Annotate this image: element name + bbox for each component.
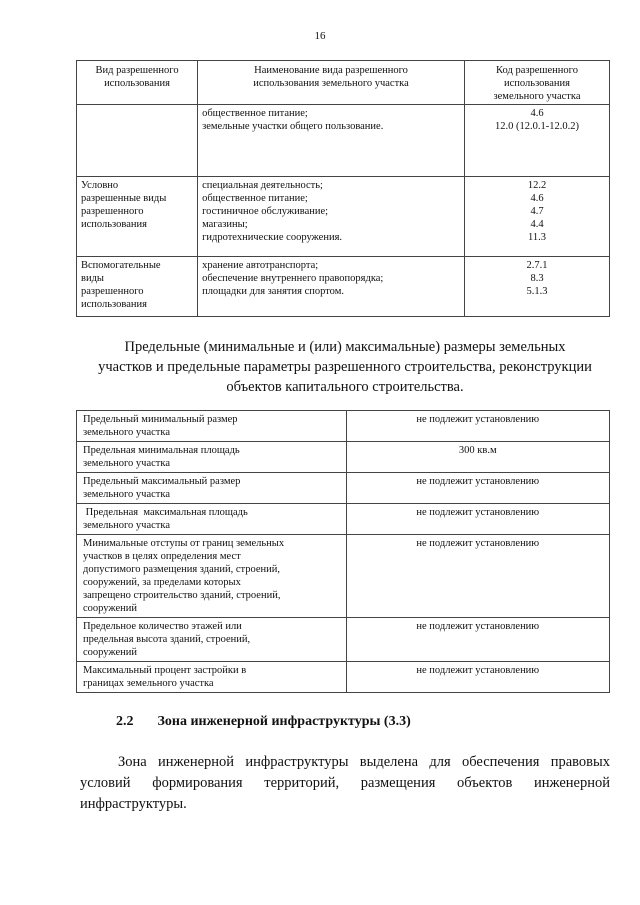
use-code: 4.6 [530,108,544,119]
use-name: площадки для занятия спортом. [202,286,344,297]
parameters-heading [80,337,610,397]
param-name-cell [77,473,347,504]
param-line: земельного участка [83,520,170,531]
param-line: Максимальный процент застройки в [83,665,247,676]
table-row [77,662,610,693]
param-line: сооружений [83,647,138,658]
use-name: специальная деятельность; [202,180,323,191]
param-line: Предельный максимальный размер [83,476,241,487]
param-name-cell [77,618,347,662]
param-line: сооружений, за пределами которых [83,577,241,588]
use-type: разрешенного [81,286,144,297]
parameters-table [76,410,610,693]
use-type: использования [81,219,147,230]
header-line: Код разрешенного [496,65,578,76]
param-line: допустимого размещения зданий, строений, [83,564,281,575]
param-line: Минимальные отступы от границ земельных [83,538,285,549]
heading-line: Предельные (минимальные и (или) максимальные) размеры земельных [124,339,566,355]
use-code-cell [465,105,610,177]
use-code-cell [465,257,610,317]
param-line: Предельная максимальная площадь [83,507,248,518]
header-line: Вид разрешенного [95,65,179,76]
use-name: хранение автотранспорта; [202,260,319,271]
param-name-cell [77,662,347,693]
table-row [77,618,610,662]
param-value-cell: не подлежит установлению [346,618,609,662]
use-code: 12.2 [527,180,547,191]
param-name-cell [77,535,347,618]
param-line: границах земельного участка [83,678,214,689]
header-line: использования земельного участка [253,78,409,89]
use-name: магазины; [202,219,248,230]
use-type: Условно [81,180,119,191]
param-line: предельная высота зданий, строений, [83,634,251,645]
use-code: 12.0 (12.0.1-12.0.2) [495,121,579,132]
table-row [77,105,610,177]
use-name: общественное питание; [202,108,308,119]
param-value-cell: не подлежит установлению [346,504,609,535]
param-line: земельного участка [83,489,170,500]
param-value-cell: 300 кв.м [346,442,609,473]
use-name: общественное питание; [202,193,308,204]
use-name: обеспечение внутреннего правопорядка; [202,273,384,284]
use-code: 4.6 [530,193,544,204]
table-row [77,177,610,257]
heading-line: участков и предельные параметры разрешенного строительства, реконструкции [98,359,592,375]
table-row [77,442,610,473]
use-type: Вспомогательные [81,260,161,271]
param-line: запрещено строительство зданий, строений, [83,590,281,601]
param-value-cell: не подлежит установлению [346,535,609,618]
page-number: 16 [314,30,326,42]
table-row [77,411,610,442]
use-name-cell [198,105,465,177]
section-heading [116,714,411,730]
table-row [77,504,610,535]
use-type: использования [81,299,147,310]
use-type-cell [77,257,198,317]
use-type-cell [77,105,198,177]
param-value-cell: не подлежит установлению [346,473,609,504]
param-line: Предельный минимальный размер [83,414,238,425]
param-line: Предельное количество этажей или [83,621,242,632]
header-line: использования [104,78,170,89]
param-line: земельного участка [83,458,170,469]
permitted-use-table [76,60,610,317]
header-line: земельного участка [493,91,581,102]
param-value-cell: не подлежит установлению [346,662,609,693]
use-code: 11.3 [528,232,546,243]
use-code: 5.1.3 [526,286,548,297]
use-type: разрешенные виды [81,193,167,204]
section-number: 2.2 [116,714,134,729]
param-line: Предельная минимальная площадь [83,445,240,456]
param-value-cell: не подлежит установлению [346,411,609,442]
use-name: гостиничное обслуживание; [202,206,329,217]
use-type-cell [77,177,198,257]
heading-line: объектов капитального строительства. [226,379,464,395]
param-line: участков в целях определения мест [83,551,241,562]
use-name: земельные участки общего пользование. [202,121,384,132]
use-type: разрешенного [81,206,144,217]
table-row [77,473,610,504]
header-line: Наименование вида разрешенного [254,65,408,76]
param-line: сооружений [83,603,138,614]
use-name: гидротехнические сооружения. [202,232,343,243]
param-name-cell [77,411,347,442]
header-use-name [198,61,465,105]
param-name-cell [77,504,347,535]
use-code: 2.7.1 [526,260,548,271]
header-use-type [77,61,198,105]
table-row [77,257,610,317]
use-code: 4.4 [530,219,544,230]
use-code: 4.7 [530,206,544,217]
section-title: Зона инженерной инфраструктуры (3.3) [157,714,411,729]
use-code: 8.3 [530,273,544,284]
use-code-cell [465,177,610,257]
param-line: земельного участка [83,427,170,438]
use-type: виды [81,273,104,284]
table-row [77,535,610,618]
use-name-cell [198,177,465,257]
header-line: использования [504,78,570,89]
use-name-cell [198,257,465,317]
header-use-code [465,61,610,105]
section-paragraph: Зона инженерной инфраструктуры выделена для обеспечения правовых условий формирования территорий, размещения объектов инженерной инфраструктуры. [80,754,610,812]
table-header-row [77,61,610,105]
param-name-cell [77,442,347,473]
